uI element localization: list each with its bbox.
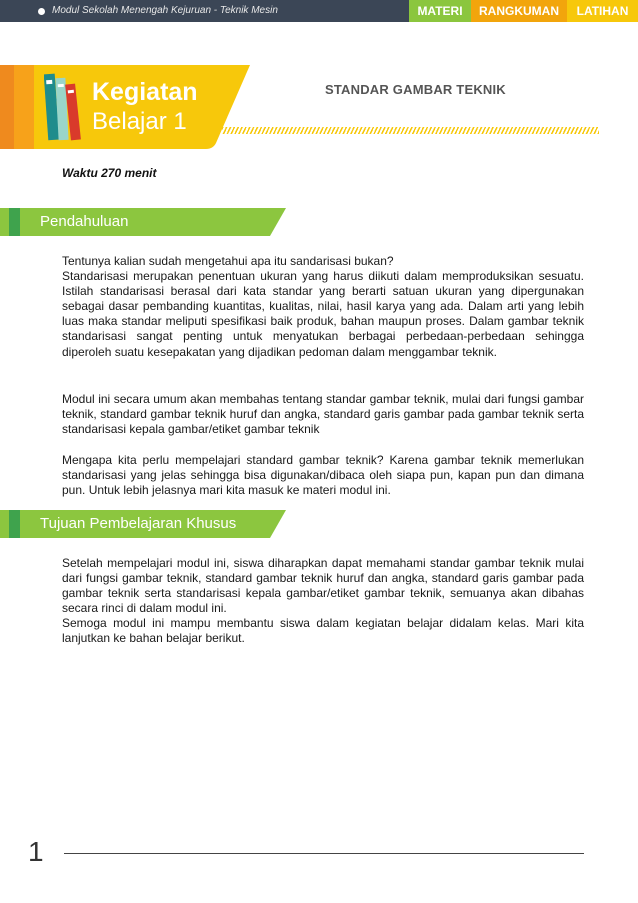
- paragraph-line: Setelah mempelajari modul ini, siswa diharapkan dapat memahami standar gambar teknik mulai dari fungsi gambar teknik, standard gambar teknik huruf dan angka, standard garis gambar pada gambar teknik serta standarisasi kepala gambar/etiket gambar teknik, semuanya akan dibahas secara rinci di dalam modul ini.: [62, 556, 584, 616]
- section-header-tujuan: [0, 510, 286, 538]
- document-title: STANDAR GAMBAR TEKNIK: [325, 82, 506, 97]
- section-stub-dark: [9, 208, 20, 236]
- banner-title-line1: Kegiatan: [92, 78, 198, 106]
- bullet-icon: [38, 8, 45, 15]
- top-bar: [0, 0, 638, 22]
- tab-rangkuman[interactable]: RANGKUMAN: [471, 0, 567, 22]
- section-heading: Tujuan Pembelajaran Khusus: [40, 515, 237, 532]
- time-allocation: Waktu 270 menit: [62, 166, 157, 180]
- banner-accent-bar-2: [14, 65, 34, 149]
- tab-materi[interactable]: MATERI: [409, 0, 471, 22]
- section-stub-dark: [9, 510, 20, 538]
- module-title: Modul Sekolah Menengah Kejuruan - Teknik Mesin: [52, 5, 278, 16]
- paragraph: [62, 453, 584, 498]
- paragraph-line: Standarisasi merupakan penentuan ukuran yang harus diikuti dalam memproduksikan sesuatu. Istilah standarisasi berasal dari kata standar yang berarti satuan ukuran yang dipergunakan sebagai dasar pembanding kuantitas, kualitas, nilai, hasil karya yang ada. Dalam arti yang lebih luas maka standar meliputi spesifikasi baik produk, bahan maupun proses. Dalam gambar teknik standarisasi sangat penting untuk menyatukan berbagai perbedaan-perbedaan sehingga diperoleh suatu kesepakatan yang dijadikan pedoman dalam menggambar teknik.: [62, 269, 584, 359]
- paragraph-line: Mengapa kita perlu mempelajari standard gambar teknik? Karena gambar teknik memerlukan standarisasi yang jelas sehingga bisa digunakan/dibaca oleh siapa pun, kapan pun dan dimana pun. Untuk lebih jelasnya mari kita masuk ke materi modul ini.: [62, 453, 584, 498]
- section-stub: [0, 208, 9, 236]
- paragraph: [62, 392, 584, 437]
- footer-divider: [64, 853, 584, 854]
- paragraph-line: Semoga modul ini mampu membantu siswa dalam kegiatan belajar didalam kelas. Mari kita lanjutkan ke bahan belajar berikut.: [62, 616, 584, 646]
- paragraph: [62, 556, 584, 647]
- hatch-divider: [222, 127, 599, 134]
- banner-accent-bar: [0, 65, 14, 149]
- page-number: 1: [28, 836, 44, 867]
- tab-latihan[interactable]: LATIHAN: [567, 0, 638, 22]
- section-stub: [0, 510, 9, 538]
- paragraph-line: Modul ini secara umum akan membahas tentang standar gambar teknik, mulai dari fungsi gambar teknik, standard gambar teknik huruf dan angka, standard garis gambar pada gambar teknik serta standarisasi kepala gambar/etiket gambar teknik: [62, 392, 584, 437]
- paragraph-line: Tentunya kalian sudah mengetahui apa itu sandarisasi bukan?: [62, 254, 394, 268]
- banner-title-line2: Belajar 1: [92, 108, 187, 135]
- paragraph: [62, 254, 584, 360]
- books-icon: [44, 70, 84, 144]
- section-heading: Pendahuluan: [40, 213, 129, 230]
- section-header-pendahuluan: [0, 208, 286, 236]
